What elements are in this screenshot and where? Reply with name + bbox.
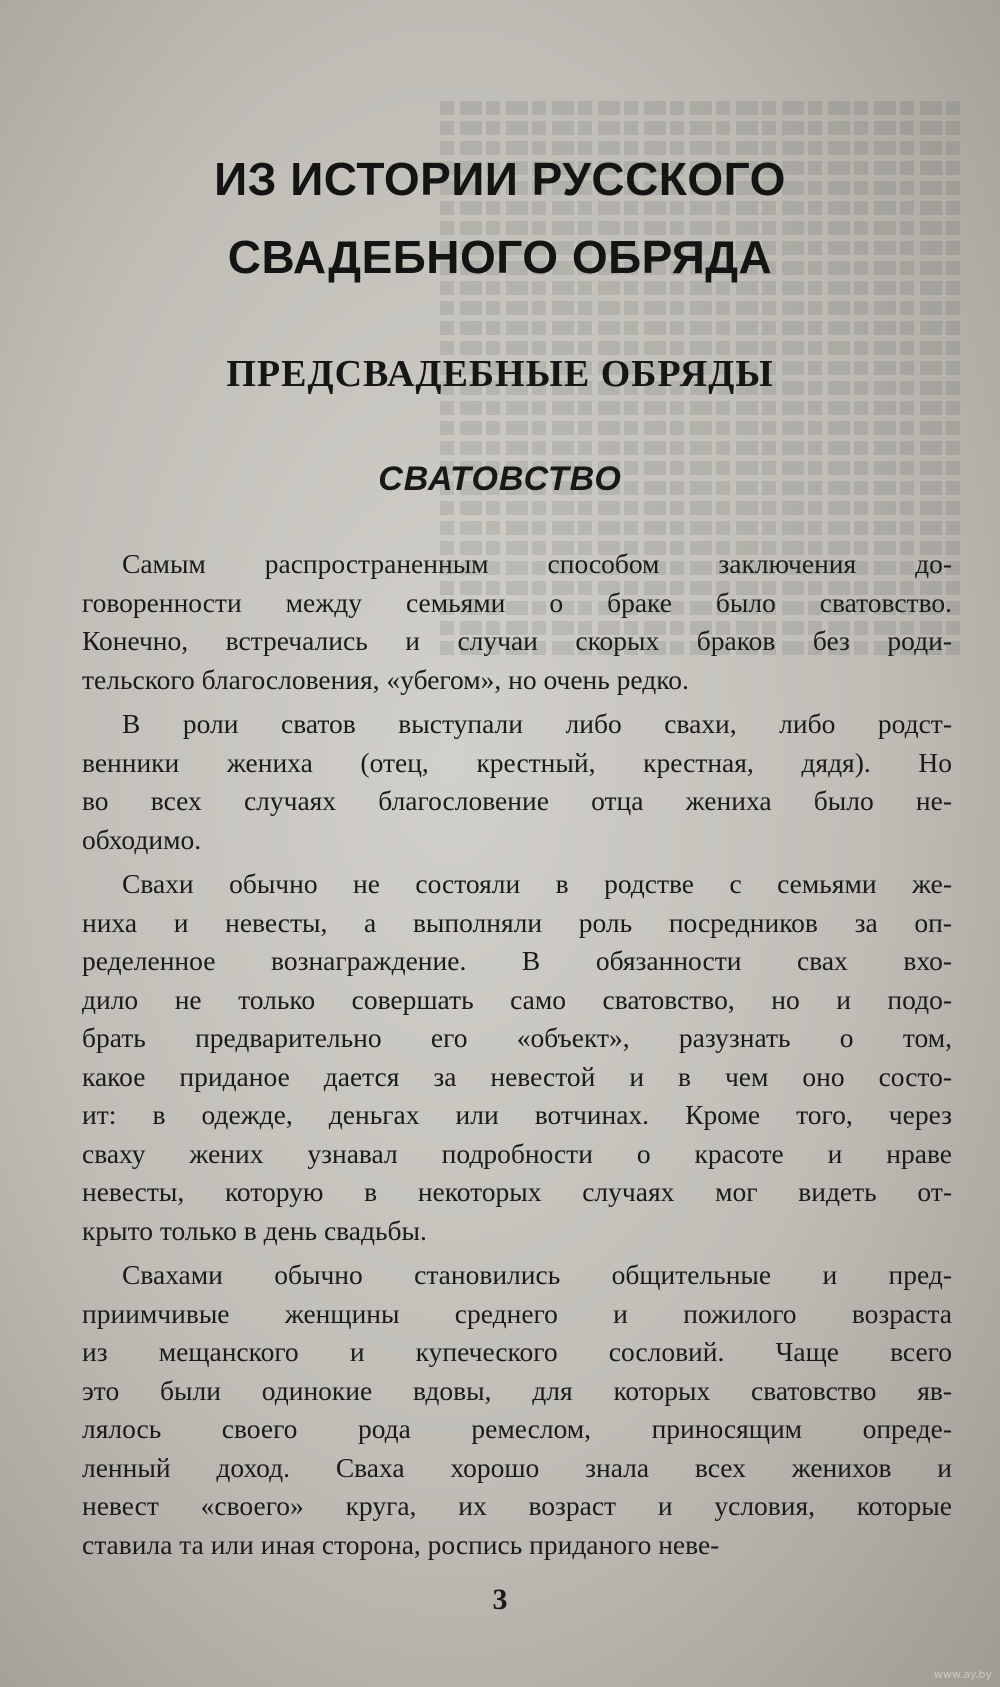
text-line: брать предварительно его «объект», разузнать о том, [82, 1022, 952, 1053]
text-line: ниха и невесты, а выполняли роль посредников за оп- [82, 906, 952, 938]
text-line: Конечно, встречались и случаи скорых браков без роди- [82, 625, 952, 656]
text-line: В роли сватов выступали либо свахи, либо родст- [122, 708, 952, 739]
text-line: во всех случаях благословение отца жениха было не- [82, 785, 952, 816]
section-heading: ПРЕДСВАДЕБНЫЕ ОБРЯДЫ [226, 353, 774, 395]
text-line: это были одинокие вдовы, для которых сватовство яв- [82, 1374, 952, 1406]
text-line: Самым распространенным способом заключения до- [122, 548, 952, 579]
text-line: невесты, которую в некоторых случаях мог видеть от- [82, 1176, 952, 1207]
paragraph [82, 865, 952, 1250]
paragraph [82, 705, 952, 859]
chapter-title-line-1: ИЗ ИСТОРИИ РУССКОГО [214, 153, 786, 205]
text-line: ленный доход. Сваха хорошо знала всех женихов и [82, 1451, 952, 1483]
text-line: приимчивые женщины среднего и пожилого возраста [82, 1297, 952, 1329]
subsection-title: СВАТОВСТВО [378, 460, 622, 498]
text-line: венники жениха (отец, крестный, крестная, дядя). Но [82, 746, 952, 778]
text-line: сваху жених узнавал подробности о красоте и нраве [82, 1137, 952, 1169]
paragraph [82, 545, 952, 699]
text-line: дило не только совершать само сватовство, но и подо- [82, 983, 952, 1015]
body-text [82, 545, 952, 1570]
text-line: невест «своего» круга, их возраст и условия, которые [82, 1490, 952, 1521]
text-line: ставила та или иная сторона, роспись приданого неве- [82, 1528, 720, 1560]
text-line: из мещанского и купеческого сословий. Чаще всего [82, 1336, 952, 1367]
paragraph [82, 1256, 952, 1564]
text-line: крыто только в день свадьбы. [82, 1214, 427, 1246]
text-line: Свахи обычно не состояли в родстве с семьями же- [122, 868, 952, 899]
text-line: ит: в одежде, деньгах или вотчинах. Кроме того, через [82, 1099, 952, 1130]
chapter-title-line-2: СВАДЕБНОГО ОБРЯДА [227, 231, 773, 283]
text-line: обходимо. [82, 823, 202, 855]
text-line: какое приданое дается за невестой и в чем оно состо- [82, 1060, 952, 1092]
text-line: ределенное вознаграждение. В обязанности свах вхо- [82, 945, 952, 976]
text-line: Свахами обычно становились общительные и пред- [122, 1259, 952, 1290]
text-line: лялось своего рода ремеслом, приносящим опреде- [82, 1413, 952, 1444]
text-line: говоренности между семьями о браке было сватовство. [82, 586, 952, 618]
watermark: www.ay.by [933, 1668, 992, 1681]
page-number: 3 [492, 1583, 508, 1616]
text-line: тельского благословения, «убегом», но очень редко. [82, 663, 689, 695]
